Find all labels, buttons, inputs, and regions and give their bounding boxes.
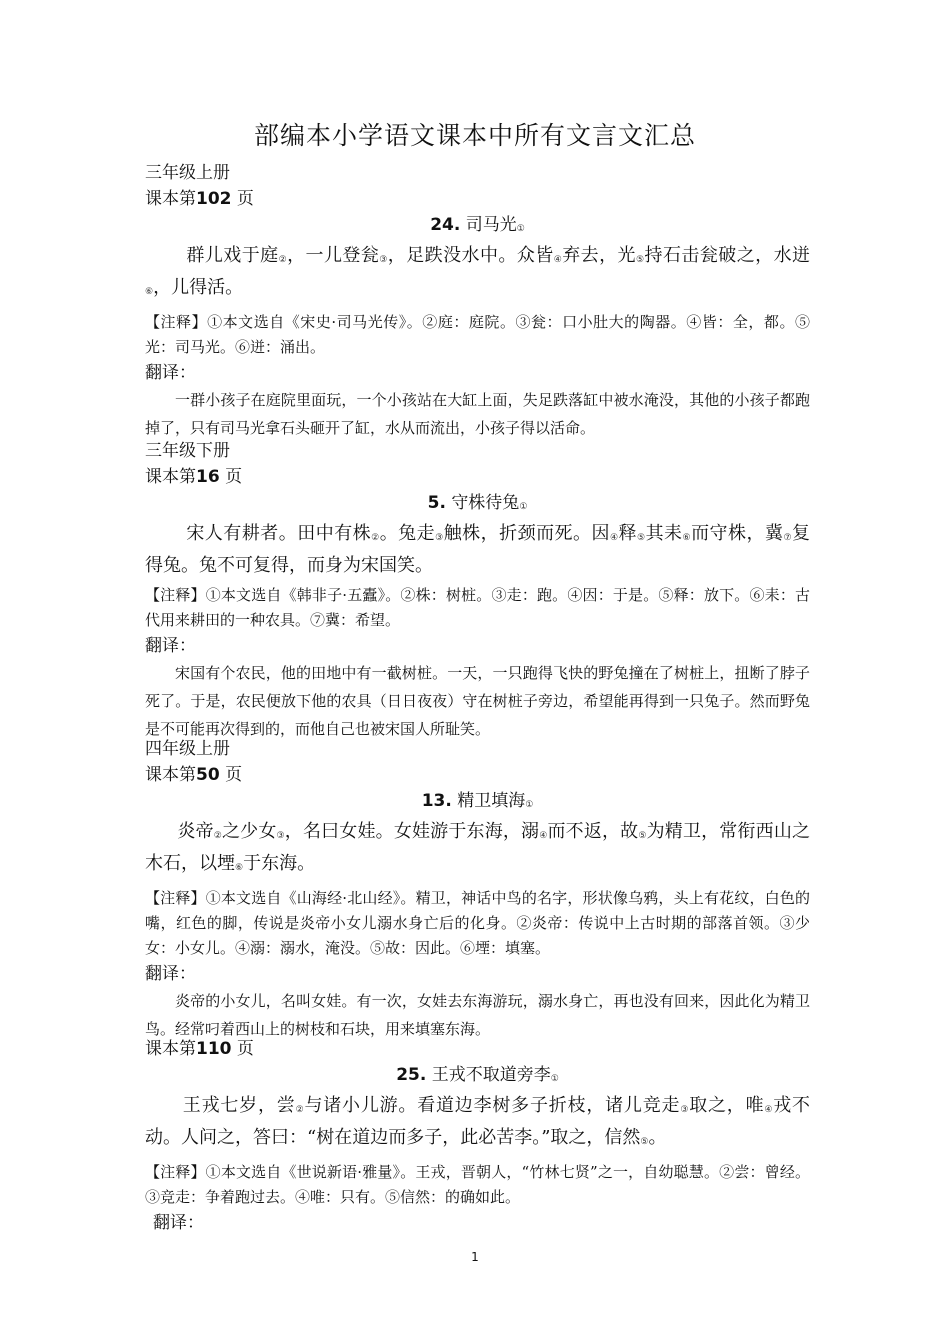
- note-marker: ⑦: [783, 533, 792, 543]
- note-marker: ④: [553, 255, 563, 265]
- text-fragment: 之少女: [222, 821, 277, 842]
- grade-label: 四年级上册: [145, 739, 230, 759]
- translation-text: 一群小孩子在庭院里面玩，一个小孩站在大缸上面，失足跌落缸中被水淹没，其他的小孩子都跑掉了，只有司马光拿石头砸开了缸，水从而流出，小孩子得以活命。: [145, 391, 810, 437]
- text-fragment: 为精卫，常衔西山之木石，以堙: [145, 821, 811, 874]
- note-marker: ③: [680, 1105, 690, 1115]
- text-fragment: 与诸小儿游。看道边李树多子折枝，诸儿竞走: [304, 1095, 681, 1116]
- note-marker: ②: [371, 533, 380, 543]
- classical-text: [145, 242, 810, 306]
- textbook-page-ref: 课本第102 页: [145, 189, 254, 209]
- note-marker: ⑥: [145, 287, 154, 297]
- textbook-page-ref: 课本第50 页: [145, 765, 243, 785]
- text-fragment: 复得兔。兔不可复得，而身为宋国笑。: [145, 523, 810, 576]
- section-1: [145, 160, 810, 442]
- text-fragment: 。兔走: [379, 523, 436, 544]
- text-fragment: 炎帝: [177, 821, 214, 842]
- page-number: 1: [471, 1250, 479, 1264]
- grade-label: 三年级下册: [145, 441, 230, 461]
- section-3: [145, 736, 810, 1043]
- note-marker: ④: [609, 533, 619, 543]
- lesson-title: 24. 司马光$_①$: [430, 215, 525, 235]
- text-fragment: ，儿得活。: [153, 277, 244, 298]
- page-title: 部编本小学语文课本中所有文言文汇总: [253, 121, 696, 150]
- note-marker: ⑥: [235, 863, 244, 873]
- textbook-page-ref: 课本第16 页: [145, 467, 243, 487]
- text-fragment: ，一儿登瓮: [287, 245, 380, 266]
- translation-label: 翻译：: [145, 363, 196, 383]
- note-marker: ⑤: [637, 533, 646, 543]
- text-fragment: 戎不动。人问之，答曰：“树在道边而多子，此必苦李。”取之，信然: [145, 1095, 811, 1148]
- translation-label: 翻译：: [153, 1213, 204, 1233]
- note-marker: ⑥: [682, 533, 692, 543]
- text-fragment: 释: [618, 523, 638, 544]
- text-fragment: ，名曰女娃。女娃游于东海，溺: [284, 821, 540, 842]
- grade-label: 三年级上册: [145, 163, 230, 183]
- text-fragment: 取之，唯: [689, 1095, 765, 1116]
- annotation: 【注释】①本文选自《韩非子·五蠹》。②株：树桩。③走：跑。④因：于是。⑤释：放下。⑥耒：古代用来耕田的一种农具。⑦冀：希望。: [145, 586, 810, 629]
- note-marker: ②: [278, 255, 288, 265]
- text-fragment: 弃去，光: [562, 245, 636, 266]
- section-2: [145, 438, 810, 743]
- lesson-title: 25. 王戎不取道旁李$_①$: [396, 1065, 559, 1085]
- text-fragment: 王戎七岁，尝: [182, 1095, 296, 1116]
- classical-text: [145, 520, 810, 579]
- text-fragment: 持石击瓮破之，水迸: [644, 245, 811, 266]
- annotation: 【注释】①本文选自《世说新语·雅量》。王戎，晋朝人，“竹林七贤”之一，自幼聪慧。②尝：曾经。③竞走：争着跑过去。④唯：只有。⑤信然：的确如此。: [145, 1163, 810, 1206]
- textbook-page-ref: 课本第110 页: [145, 1039, 254, 1059]
- text-fragment: 触株，折颈而死。因: [443, 523, 610, 544]
- note-marker: ③: [276, 831, 285, 841]
- note-marker: ④: [539, 831, 548, 841]
- text-fragment: 而不返，故: [547, 821, 639, 842]
- annotation: 【注释】①本文选自《宋史·司马光传》。②庭：庭院。③瓮：口小肚大的陶器。④皆：全，都。⑤光：司马光。⑥迸：涌出。: [145, 313, 810, 356]
- text-fragment: 宋人有耕者。田中有株: [186, 523, 372, 544]
- note-marker: ②: [213, 831, 222, 841]
- note-marker: ⑤: [636, 255, 645, 265]
- translation-text: 炎帝的小女儿，名叫女娃。有一次，女娃去东海游玩，溺水身亡，再也没有回来，因此化为精卫鸟。经常叼着西山上的树枝和石块，用来填塞东海。: [145, 992, 810, 1038]
- text-fragment: 群儿戏于庭: [186, 245, 279, 266]
- note-marker: ③: [379, 255, 388, 265]
- text-fragment: 而守株，冀: [691, 523, 784, 544]
- lesson-title: 5. 守株待兔$_①$: [427, 493, 528, 513]
- text-fragment: 其耒: [645, 523, 683, 544]
- lesson-title: 13. 精卫填海$_①$: [421, 791, 534, 811]
- note-marker: ④: [764, 1105, 774, 1115]
- text-fragment: 于东海。: [243, 853, 316, 874]
- text-fragment: 。: [648, 1127, 667, 1148]
- translation-text: 宋国有个农民，他的田地中有一截树桩。一天，一只跑得飞快的野兔撞在了树桩上，扭断了脖子死了。于是，农民便放下他的农具（日日夜夜）守在树桩子旁边，希望能再得到一只兔子。然而野兔是不可能再次得到的，而他自己也被宋国人所耻笑。: [145, 664, 810, 738]
- classical-text: [145, 818, 810, 882]
- translation-label: 翻译：: [145, 964, 196, 984]
- text-fragment: ，足跌没水中。众皆: [387, 245, 554, 266]
- note-marker: ③: [435, 533, 444, 543]
- section-4: [145, 1036, 810, 1236]
- annotation: 【注释】①本文选自《山海经·北山经》。精卫，神话中鸟的名字，形状像乌鸦，头上有花纹，白色的嘴，红色的脚，传说是炎帝小女儿溺水身亡后的化身。②炎帝：传说中上古时期的部落首领。③少女：小女儿。④溺：溺水，淹没。⑤故：因此。⑥堙：填塞。: [145, 889, 810, 957]
- note-marker: ⑤: [640, 1137, 649, 1147]
- note-marker: ②: [295, 1105, 305, 1115]
- classical-text: [145, 1092, 810, 1156]
- note-marker: ⑤: [638, 831, 647, 841]
- translation-label: 翻译：: [145, 636, 196, 656]
